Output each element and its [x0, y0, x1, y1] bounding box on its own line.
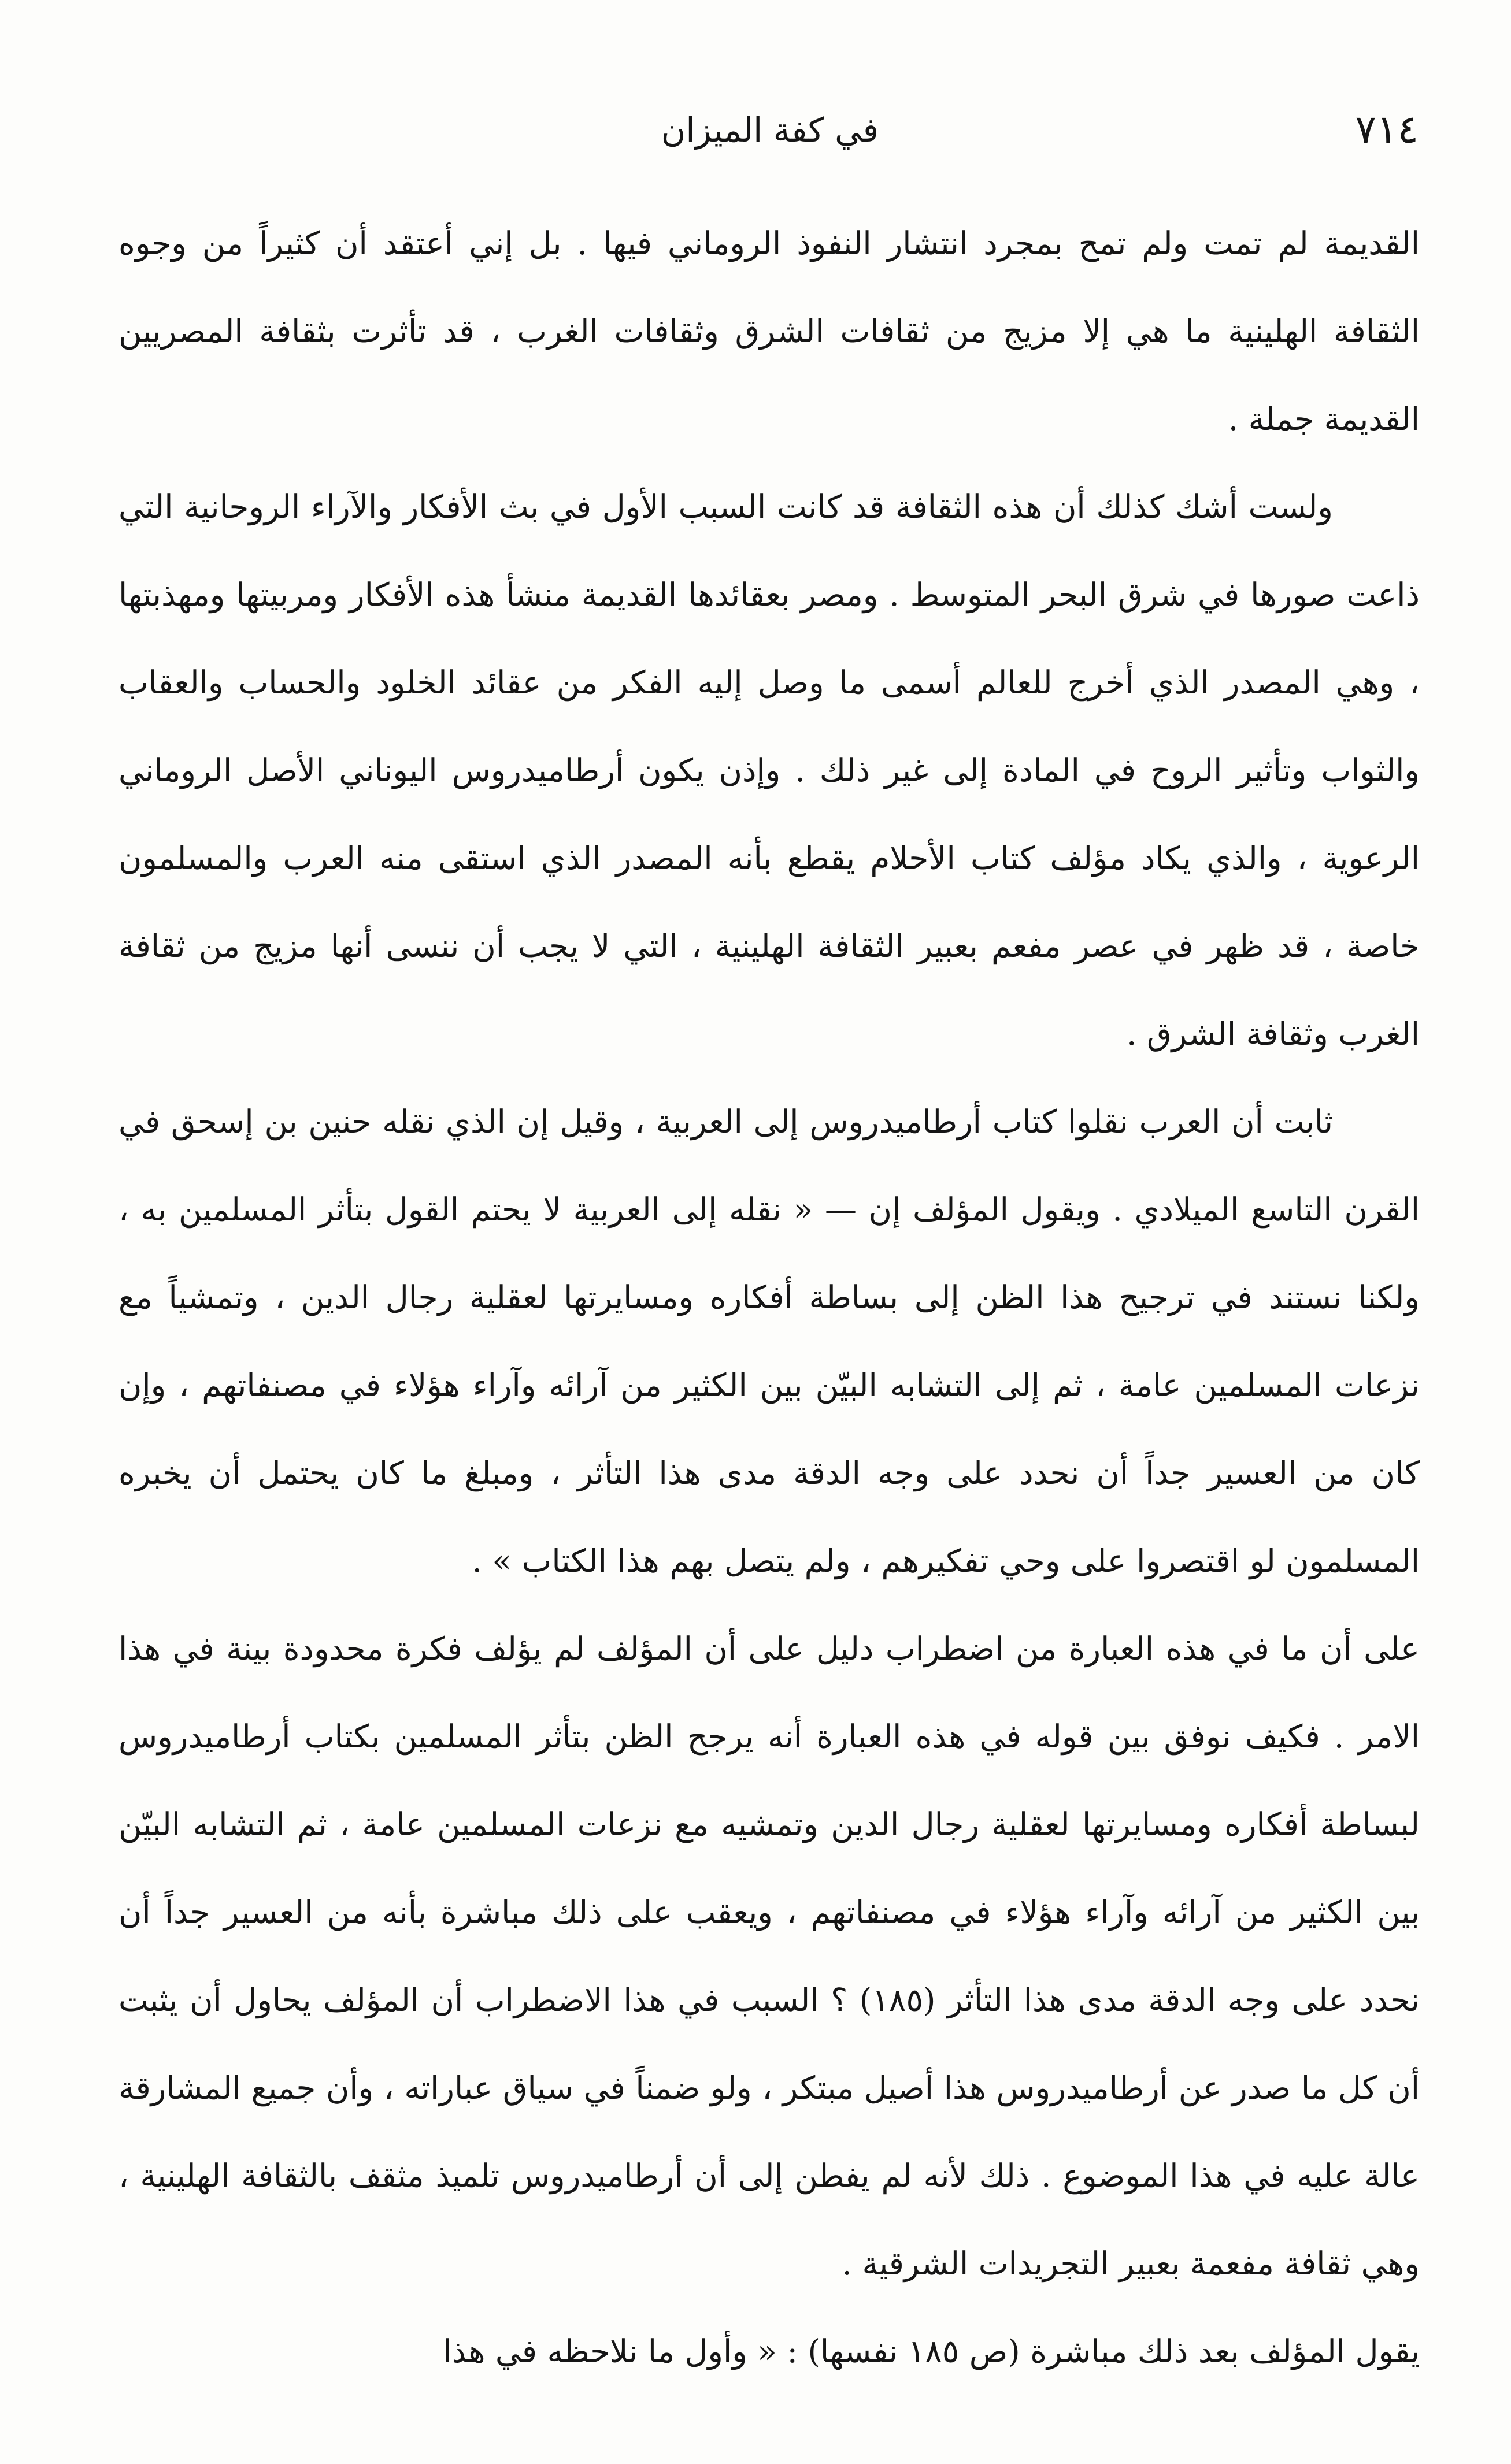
paragraph: ثابت أن العرب نقلوا كتاب أرطاميدروس إلى العربية ، وقيل إن الذي نقله حنين بن إسحق في القرن التاسع الميلادي . ويقول المؤلف إن — « نقله إلى العربية لا يحتم القول بتأثر المسلمين به ، ولكنا نستند في ترجيح هذا الظن إلى بساطة أفكاره ومسايرتها لعقلية رجال الدين ، وتمشياً مع نزعات المسلمين عامة ، ثم إلى التشابه البيّن بين الكثير من آرائه وآراء هؤلاء في مصنفاتهم ، وإن كان من العسير جداً أن نحدد على وجه الدقة مدى هذا التأثر ، ومبلغ ما كان يحتمل أن يخبره المسلمون لو اقتصروا على وحي تفكيرهم ، ولم يتصل بهم هذا الكتاب » .	[118, 1103, 1420, 1579]
page-header	[121, 101, 1419, 165]
page-number: ٧١٤	[1355, 107, 1419, 153]
paragraph: على أن ما في هذه العبارة من اضطراب دليل على أن المؤلف لم يؤلف فكرة محدودة بينة في هذا الامر . فكيف نوفق بين قوله في هذه العبارة أنه يرجح الظن بتأثر المسلمين بكتاب أرطاميدروس لبساطة أفكاره ومسايرتها لعقلية رجال الدين وتمشيه مع نزعات المسلمين عامة ، ثم التشابه البيّن بين الكثير من آرائه وآراء هؤلاء في مصنفاتهم ، ويعقب على ذلك مباشرة بأنه من العسير جداً أن نحدد على وجه الدقة مدى هذا التأثر (١٨٥) ؟ السبب في هذا الاضطراب أن المؤلف يحاول أن يثبت أن كل ما صدر عن أرطاميدروس هذا أصيل مبتكر ، ولو ضمناً في سياق عباراته ، وأن جميع المشارقة عالة عليه في هذا الموضوع . ذلك لأنه لم يفطن إلى أن أرطاميدروس تلميذ مثقف بالثقافة الهلينية ، وهي ثقافة مفعمة بعبير التجريدات الشرقية .	[118, 1630, 1420, 2282]
running-title: في كفة الميزان	[661, 110, 879, 150]
paragraph: ولست أشك كذلك أن هذه الثقافة قد كانت السبب الأول في بث الأفكار والآراء الروحانية التي ذاعت صورها في شرق البحر المتوسط . ومصر بعقائدها القديمة منشأ هذه الأفكار ومربيتها ومهذبتها ، وهي المصدر الذي أخرج للعالم أسمى ما وصل إليه الفكر من عقائد الخلود والحساب والعقاب والثواب وتأثير الروح في المادة إلى غير ذلك . وإذن يكون أرطاميدروس اليوناني الأصل الروماني الرعوية ، والذي يكاد مؤلف كتاب الأحلام يقطع بأنه المصدر الذي استقى منه العرب والمسلمون خاصة ، قد ظهر في عصر مفعم بعبير الثقافة الهلينية ، التي لا يجب أن ننسى أنها مزيج من ثقافة الغرب وثقافة الشرق .	[118, 488, 1420, 1052]
paragraph: يقول المؤلف بعد ذلك مباشرة (ص ١٨٥ نفسها) : « وأول ما نلاحظه في هذا	[443, 2333, 1420, 2370]
body-text	[118, 199, 1420, 2395]
paragraph-continuation: القديمة لم تمت ولم تمح بمجرد انتشار النفوذ الروماني فيها . بل إني أعتقد أن كثيراً من وجوه الثقافة الهلينية ما هي إلا مزيج من ثقافات الشرق وثقافات الغرب ، قد تأثرت بثقافة المصريين القديمة جملة .	[118, 225, 1420, 437]
